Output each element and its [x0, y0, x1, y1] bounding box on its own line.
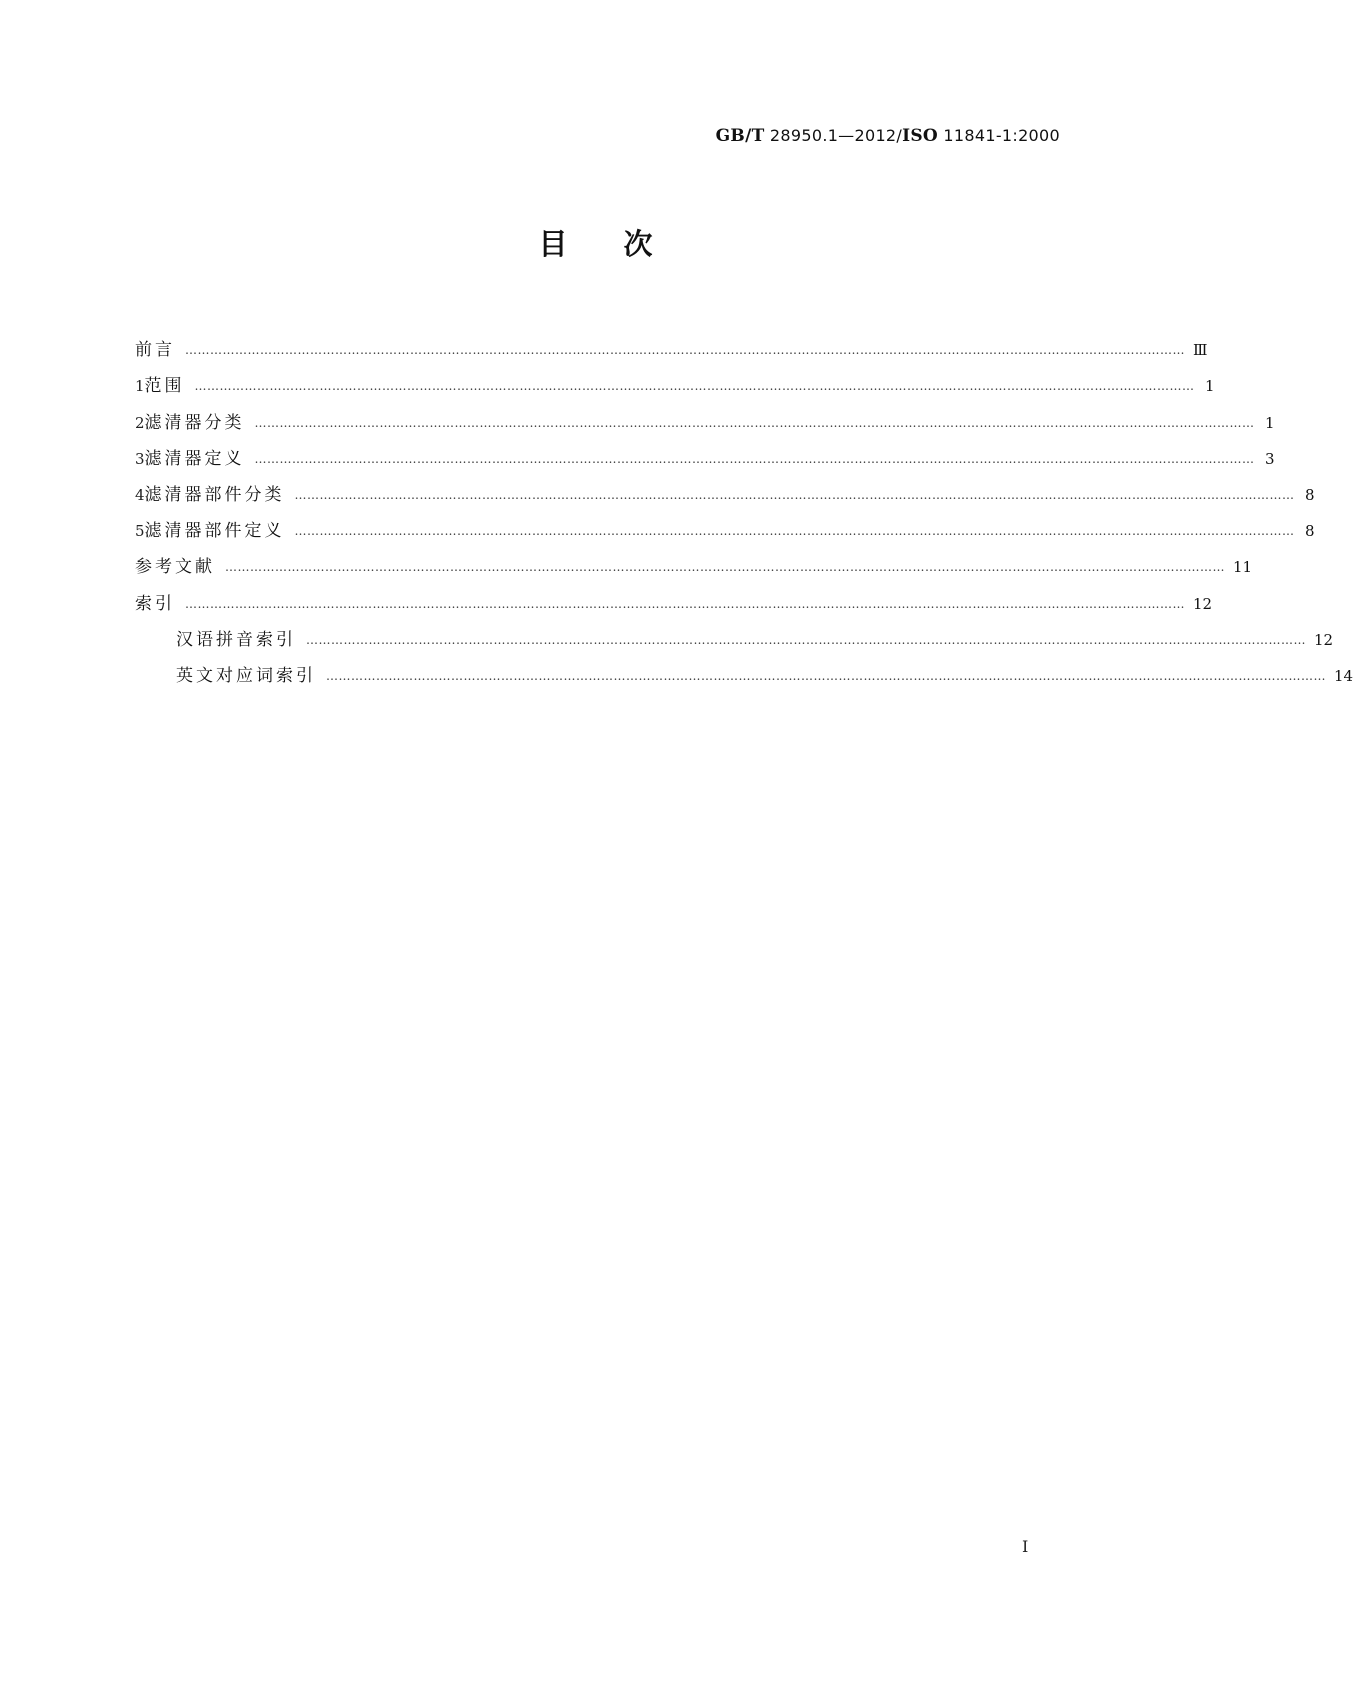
- standard-code-prefix: GB/T: [715, 126, 765, 146]
- toc-entry[interactable]: [135, 506, 1315, 542]
- toc-entry-label: 滤清器部件分类: [144, 484, 285, 505]
- toc-leader-dots: ……………………………………………………………………………………………………………………………………………………………………………………………………………………: [306, 632, 1306, 647]
- toc-leader-dots: ……………………………………………………………………………………………………………………………………………………………………………………………………………………: [254, 415, 1255, 430]
- toc-entry[interactable]: [135, 542, 1253, 578]
- toc-entry-page: 8: [1305, 522, 1315, 541]
- standard-code-header: [716, 126, 1060, 146]
- toc-entry-page: Ⅲ: [1193, 341, 1208, 360]
- toc-entry-label: 滤清器定义: [144, 448, 245, 469]
- toc-entry[interactable]: [135, 325, 1208, 361]
- toc-entry-number: 1: [135, 377, 145, 396]
- iso-code-prefix: ISO: [902, 126, 939, 146]
- toc-entry-page: 14: [1334, 666, 1353, 685]
- toc-entry-page: 1: [1205, 377, 1215, 396]
- toc-leader-dots: ……………………………………………………………………………………………………………………………………………………………………………………………………………………: [194, 379, 1195, 394]
- toc-entry-label: 汉语拼音索引: [176, 629, 296, 650]
- toc-entry-label: 滤清器部件定义: [144, 521, 285, 542]
- toc-leader-dots: ……………………………………………………………………………………………………………………………………………………………………………………………………………………: [294, 524, 1295, 539]
- toc-entry[interactable]: [135, 615, 1334, 651]
- toc-entry-page: 1: [1265, 413, 1275, 432]
- toc-leader-dots: ……………………………………………………………………………………………………………………………………………………………………………………………………………………: [225, 560, 1225, 575]
- toc-entry-label: 索引: [135, 593, 175, 614]
- toc-leader-dots: ……………………………………………………………………………………………………………………………………………………………………………………………………………………: [294, 487, 1295, 502]
- toc-entry-number: 4: [135, 485, 145, 504]
- toc-entry-page: 12: [1193, 594, 1213, 613]
- standard-code-number: 28950.1—2012/: [764, 126, 903, 145]
- toc-entry[interactable]: [135, 361, 1215, 397]
- toc-entry-page: 12: [1314, 630, 1334, 649]
- toc-leader-dots: ……………………………………………………………………………………………………………………………………………………………………………………………………………………: [326, 668, 1326, 683]
- toc-entry[interactable]: [135, 470, 1315, 506]
- toc-entry-number: 3: [135, 449, 145, 468]
- toc-leader-dots: ……………………………………………………………………………………………………………………………………………………………………………………………………………………: [185, 596, 1185, 611]
- toc-entry[interactable]: [135, 434, 1275, 470]
- toc-leader-dots: ……………………………………………………………………………………………………………………………………………………………………………………………………………………: [254, 451, 1255, 466]
- toc-entry-number: 2: [135, 413, 145, 432]
- table-of-contents: [135, 325, 1353, 687]
- toc-entry-page: 3: [1265, 449, 1275, 468]
- toc-entry-page: 8: [1305, 485, 1315, 504]
- iso-code-number: 11841-1:2000: [938, 126, 1060, 145]
- toc-entry-number: 5: [135, 522, 145, 541]
- toc-entry-label: 前言: [135, 340, 175, 361]
- toc-entry-label: 范围: [144, 376, 185, 397]
- page-title: 目次: [538, 227, 709, 261]
- toc-entry[interactable]: [135, 397, 1275, 433]
- toc-entry-label: 参考文献: [135, 557, 215, 578]
- toc-entry-label: 英文对应词索引: [176, 665, 316, 686]
- toc-entry[interactable]: [135, 651, 1353, 687]
- page-number: Ⅰ: [1022, 1537, 1029, 1556]
- toc-entry-page: 11: [1233, 558, 1253, 577]
- toc-entry[interactable]: [135, 578, 1213, 614]
- toc-leader-dots: ……………………………………………………………………………………………………………………………………………………………………………………………………………………: [185, 343, 1185, 358]
- toc-entry-label: 滤清器分类: [144, 412, 245, 433]
